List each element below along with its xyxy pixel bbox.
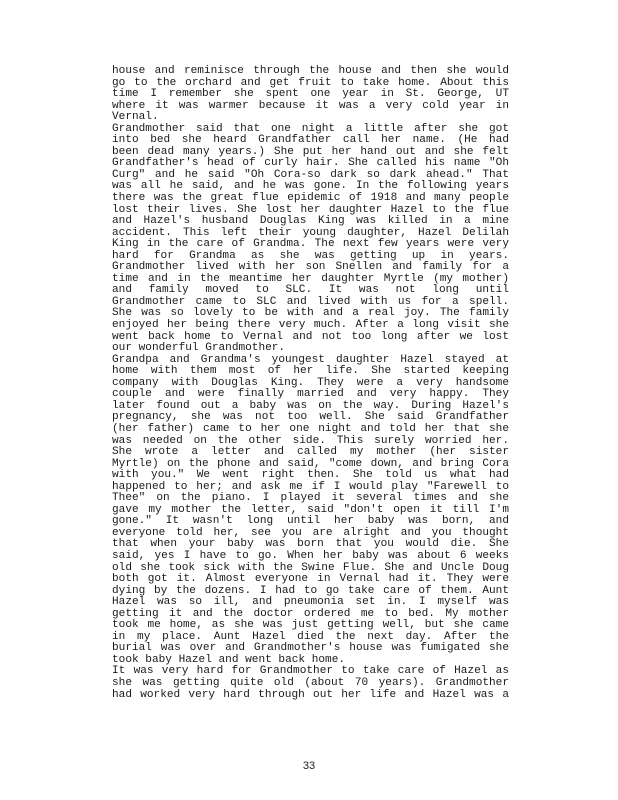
text-line: with you." We went right then. She told us what had [112, 469, 509, 482]
text-line: getting it and the doctor ordered me to bed. My mother [112, 607, 509, 620]
text-line: time and in the meantime her daughter Myrtle (my mother) [112, 272, 509, 285]
text-line: Grandpa and Grandma's youngest daughter Hazel stayed at [112, 353, 509, 366]
text-line: was all he said, and he was gone. In the following years [112, 180, 509, 193]
text-line: both got it. Almost everyone in Vernal had it. They were [112, 573, 509, 586]
text-line: home with them most of her life. She started keeping [112, 365, 509, 378]
text-line: She wrote a letter and called my mother (her sister [112, 446, 509, 459]
text-line: our wonderful Grandmother. [112, 342, 286, 355]
text-line: everyone told her, see you are alright and you thought [112, 526, 509, 539]
text-line: took baby Hazel and went back home. [112, 653, 346, 666]
text-line: there was the great flue epidemic of 1918 and many people [112, 192, 509, 205]
text-line: Grandmother said that one night a little after she got [112, 122, 509, 135]
text-line: where it was warmer because it was a very cold year in [112, 99, 509, 112]
text-line: went back home to Vernal and not too long after we lost [112, 330, 509, 343]
text-line: Grandfather's head of curly hair. She called his name "Oh [112, 157, 509, 170]
text-line: couple and were finally married and very happy. They [112, 388, 509, 401]
text-line: and Hazel's husband Douglas King was killed in a mine [112, 215, 509, 228]
text-line: gave my mother the letter, said "don't open it till I'm [112, 503, 509, 516]
text-line: into bed she heard Grandfather call her name. (He had [112, 134, 509, 147]
text-line: She was so lovely to be with and a real joy. The family [112, 307, 509, 320]
text-line: enjoyed her being there very much. After a long visit she [112, 319, 509, 332]
text-line: go to the orchard and get fruit to take home. About this [112, 76, 509, 89]
text-line: lost their lives. She lost her daughter Hazel to the flue [112, 203, 509, 216]
text-line: that when your baby was born that you would die. She [112, 538, 509, 551]
text-line: Myrtle) on the phone and said, "come down, and bring Cora [112, 457, 509, 470]
text-line: It was very hard for Grandmother to take care of Hazel as [112, 665, 509, 678]
text-line: dying by the dozens. I had to go take care of them. Aunt [112, 584, 509, 597]
page-number: 33 [302, 760, 316, 772]
text-line: was needed on the other side. This surely worried her. [112, 434, 509, 447]
text-line: company with Douglas King. They were a very handsome [112, 376, 509, 389]
text-line: (her father) came to her one night and told her that she [112, 422, 509, 435]
text-line: hard for Grandma as she was getting up in years. [112, 249, 509, 262]
text-line: said, yes I have to go. When her baby was about 6 weeks [112, 549, 509, 562]
text-line: had worked very hard through out her life and Hazel was a [112, 688, 509, 701]
text-line: accident. This left their young daughter, Hazel Delilah [112, 226, 509, 239]
text-line: Grandmother came to SLC and lived with us for a spell. [112, 295, 509, 308]
text-line: pregnancy, she was not too well. She said Grandfather [112, 411, 509, 424]
text-line: took me home, as she was just getting well, but she came [112, 619, 509, 632]
text-line: and family moved to SLC. It was not long until [112, 284, 509, 297]
text-line: King in the care of Grandma. The next few years were very [112, 238, 509, 251]
text-line: been dead many years.) She put her hand out and she felt [112, 145, 509, 158]
text-line: house and reminisce through the house and then she would [112, 65, 509, 77]
text-line: burial was over and Grandmother's house was fumigated she [112, 642, 509, 655]
text-line: Grandmother lived with her son Snellen and family for a [112, 261, 509, 274]
text-line: Vernal. [112, 111, 159, 124]
text-line: Hazel was so ill, and pneumonia set in. I myself was [112, 596, 509, 609]
text-line: happened to her; and ask me if I would play "Farewell to [112, 480, 509, 493]
text-line: old she took sick with the Swine Flue. She and Uncle Doug [112, 561, 509, 574]
text-line: later found out a baby was on the way. During Hazel's [112, 399, 509, 412]
body-text [112, 66, 509, 701]
text-line: in my place. Aunt Hazel died the next day. After the [112, 630, 509, 643]
text-line: time I remember she spent one year in St. George, UT [112, 88, 509, 101]
text-line: Thee" on the piano. I played it several times and she [112, 492, 509, 505]
text-line: Curg" and he said "Oh Cora-so dark so dark ahead." That [112, 168, 509, 181]
text-line: she was getting quite old (about 70 years). Grandmother [112, 676, 509, 689]
text-line: gone." It wasn't long until her baby was born, and [112, 515, 509, 528]
